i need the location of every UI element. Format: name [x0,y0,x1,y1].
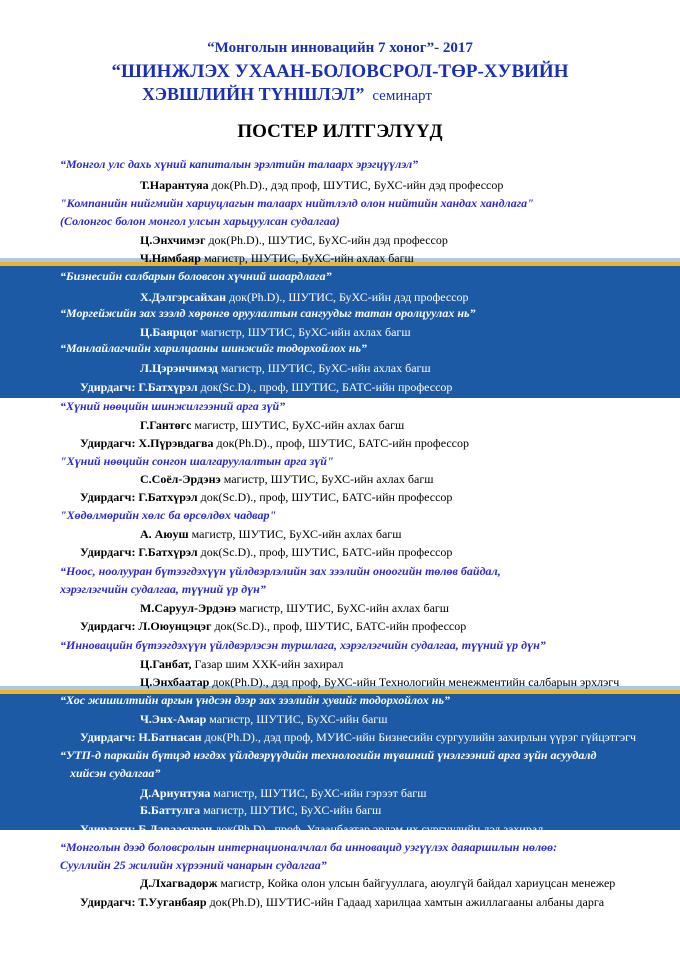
poster-topic: (Солонгос болон монгол улсын харьцуулсан судалгаа) [60,214,340,228]
supervisor-line: Удирдагч: Х.Пүрэвдагва док(Ph.D)., проф, ШУТИС, БАТС-ийн профессор [80,436,469,450]
author-line: М.Саруул-Эрдэнэ магистр, ШУТИС, БуХС-ийн ахлах багш [140,601,450,615]
poster-topic: хийсэн судалгаа” [70,766,161,780]
author-line: Л.Цэрэнчимэд магистр, ШУТИС, БуХС-ийн ахлах багш [140,361,431,375]
supervisor-line: Удирдагч: Г.Батхүрэл док(Sc.D)., проф, ШУТИС, БАТС-ийн профессор [80,380,453,394]
author-line: С.Соёл-Эрдэнэ магистр, ШУТИС, БуХС-ийн ахлах багш [140,472,434,486]
author-line: Х.Дэлгэрсайхан док(Ph.D)., ШУТИС, БуХС-ийн дэд профессор [140,290,469,304]
poster-topic: “Бизнесийн салбарын боловсон хүчний шаардлага” [60,269,332,283]
poster-topic: “Монгол улс дахь хүний капиталын эрэлтийн талаарх эрэгцүүлэл” [60,157,419,171]
author-line: Г.Гантөгс магистр, ШУТИС, БуХС-ийн ахлах багш [140,418,405,432]
poster-topic: “Монголын дээд боловсролын интернационалчлал ба инновацид уэгүүлэх даяаршилын нөлөө: [60,840,558,854]
poster-topic: "Хөдөлмөрийн хөлс ба өрсөлдөх чадвар" [60,508,277,522]
author-line: Ц.Энхбаатар док(Ph.D)., дэд проф, БуХС-ийн Технологийн менежментийн салбарын эрхлэгч [140,675,620,689]
poster-topic: “Ноос, ноолууран бүтээгдэхүүн үйлдвэрлэлийн зах зээлийн оноогийн төлөв байдал, [60,564,501,578]
author-line: Ц.Энхчимэг док(Ph.D)., ШУТИС, БуХС-ийн дэд профессор [140,233,448,247]
supervisor-line: Удирдагч: Г.Батхүрэл док(Sc.D)., проф, ШУТИС, БАТС-ийн профессор [80,490,453,504]
poster-topic: хэрэглэгчийн судалгаа, түүний үр дүн” [60,582,266,596]
author-line: Б.Баттулга магистр, ШУТИС, БуХС-ийн багш [140,803,382,817]
author-line: Ц.Ганбат, Газар шим ХХК-ийн захирал [140,657,344,671]
supervisor-line: Удирдагч: Т.Ууганбаяр док(Ph.D), ШУТИС-ийн Гадаад харилцаа хамтын ажиллагааны албаны дарга [80,895,605,909]
seminar-title-line2: ХЭВШЛИЙН ТҮНШЛЭЛ” семинарт [142,84,432,104]
poster-topic: “Хүний нөөцийн шинжилгээний арга зүй” [60,399,286,413]
author-line: Ч.Нямбаяр магистр, ШУТИС, БуХС-ийн ахлах багш [140,251,414,265]
author-line: Ч.Энх-Амар магистр, ШУТИС, БуХС-ийн багш [140,712,388,726]
author-line: Д.Ариунтуяа магистр, ШУТИС, БуХС-ийн гэрээт багш [140,786,427,800]
poster-topic: "Хүний нөөцийн сонгон шалгаруулалтын арга зүй" [60,454,334,468]
event-title: “Монголын инновацийн 7 хоног”- 2017 [207,40,473,56]
poster-topic: “Моргейжийн зах зээлд хөрөнгө оруулалтын сангуудыг татан оролцуулах нь” [60,306,476,320]
author-line: Д.Лхагвадорж магистр, Койка олон улсын байгууллага, аюулгүй байдал хариуцсан менежер [140,876,616,890]
poster-topic: “УТП-д паркийн бүтцэд нэгдэх үйлдвэрүүдийн технологийн түвшний үнэлгээний арга зүйн асуудалд [60,748,597,762]
author-line: Т.Нарантуяа док(Ph.D)., дэд проф, ШУТИС, БуХС-ийн дэд профессор [140,178,504,192]
poster-topic: Сууллийн 25 жилийн хүрээний чанарын судалгаа” [60,858,327,872]
author-line: Ц.Баярцог магистр, ШУТИС, БуХС-ийн ахлах багш [140,325,411,339]
supervisor-line: Удирдагч: Н.Батнасан док(Ph.D)., дэд проф, МУИС-ийн Бизнесийн сургуулийн захирлын үүрэг гүйцэтгэгч [80,730,637,744]
poster-topic: “Манлайлагчийн харилцааны шинжийг тодорхойлох нь” [60,341,367,355]
section-title: ПОСТЕР ИЛТГЭЛҮҮД [237,121,443,142]
supervisor-line: Удирдагч: Л.Оюунцэцэг док(Sc.D)., проф, ШУТИС, БАТС-ийн профессор [80,619,467,633]
seminar-title-line1: “ШИНЖЛЭХ УХААН-БОЛОВСРОЛ-ТӨР-ХУВИЙН [111,61,569,82]
poster-topic: "Компанийн нийгмийн хариуцлагын талаарх нийтлэлд олон нийтийн хандах хандлага" [60,196,534,210]
author-line: А. Аюуш магистр, ШУТИС, БуХС-ийн ахлах багш [140,527,402,541]
poster-topic: “Хос жишилтийн аргын үндсэн дээр зах зээлийн хувийг тодорхойлох нь” [60,693,450,707]
poster-topic: “Инновацийн бүтээгдэхүүн үйлдвэрлэсэн туршлага, хэрэглэгчийн судалгаа, түүний үр дүн” [60,638,546,652]
supervisor-line: Удирдагч: Г.Батхүрэл док(Sc.D)., проф, ШУТИС, БАТС-ийн профессор [80,545,453,559]
supervisor-line: Удирдагч: Б.Даваасүрэн док(Ph.D)., проф, Улаанбаатар эрдэм их сургуулийн дэд захирал [80,822,544,836]
